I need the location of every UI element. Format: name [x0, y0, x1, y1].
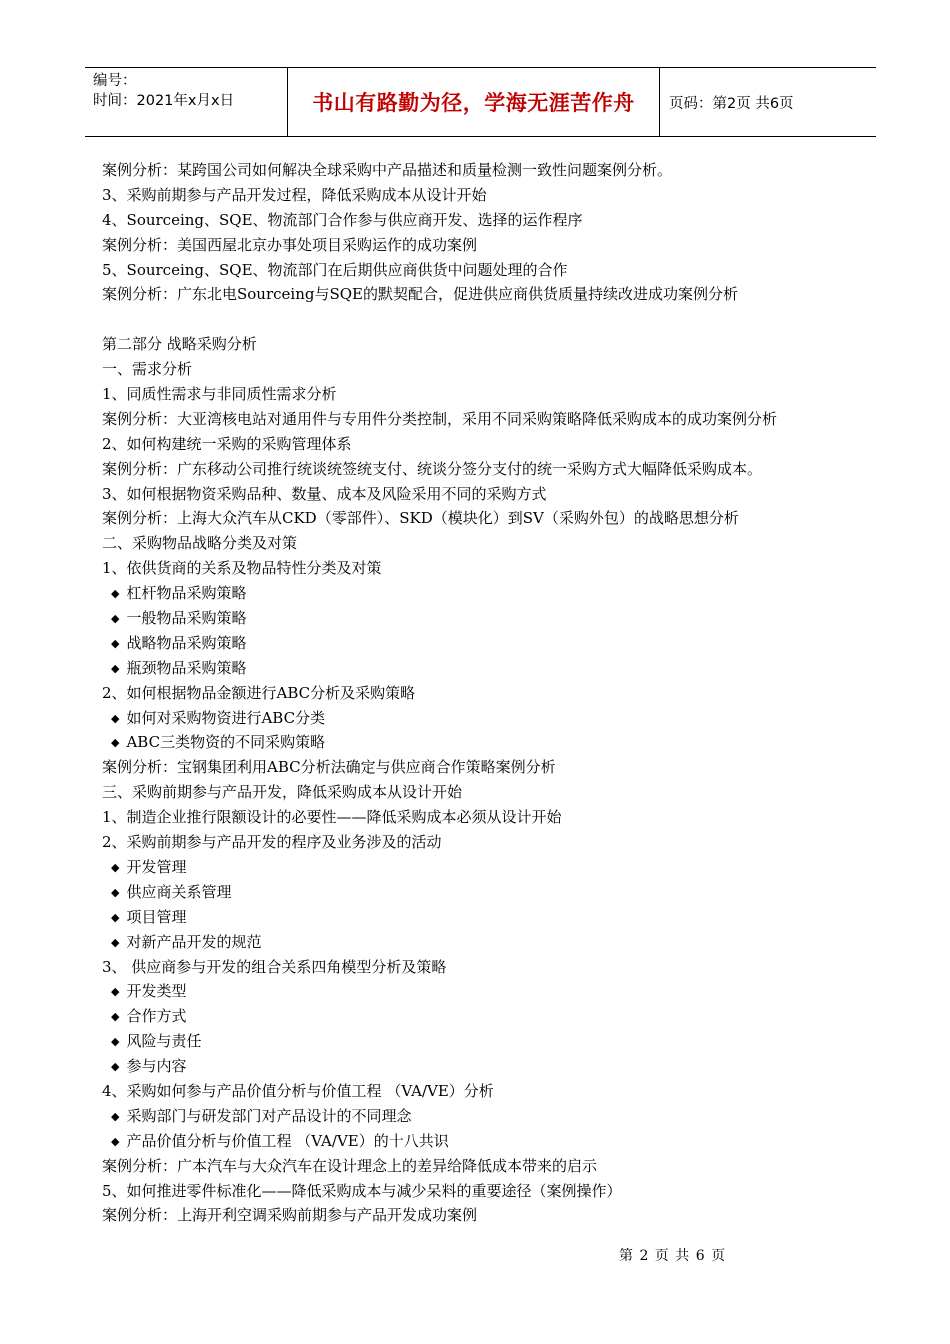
- bullet-text: 对新产品开发的规范: [126, 932, 262, 951]
- diamond-bullet-icon: ◆: [111, 860, 120, 874]
- text-line: 3、 供应商参与开发的组合关系四角模型分析及策略: [102, 957, 447, 976]
- diamond-bullet-icon: ◆: [111, 935, 120, 949]
- diamond-bullet-icon: ◆: [111, 736, 120, 750]
- bullet-text: 开发类型: [126, 982, 187, 1001]
- diamond-bullet-icon: ◆: [111, 587, 120, 601]
- text-line: 3、如何根据物资采购品种、数量、成本及风险采用不同的采购方式: [102, 484, 547, 503]
- bullet-item: [102, 905, 892, 930]
- header-info-cell: [85, 68, 287, 136]
- text-line: 案例分析：广东移动公司推行统谈统签统支付、统谈分签分支付的统一采购方式大幅降低采购成本。: [102, 459, 763, 478]
- bullet-item: [102, 1129, 892, 1154]
- diamond-bullet-icon: ◆: [111, 661, 120, 675]
- header-motto: 书山有路勤为径，学海无涯苦作舟: [312, 91, 635, 115]
- document-time: 时间：2021年x月x日: [93, 93, 235, 109]
- bullet-item: [102, 656, 892, 681]
- bullet-text: 合作方式: [126, 1007, 187, 1026]
- bullet-item: [102, 730, 892, 755]
- diamond-bullet-icon: ◆: [111, 910, 120, 924]
- blank-line: [102, 307, 892, 332]
- text-line: 案例分析：某跨国公司如何解决全球采购中产品描述和质量检测一致性问题案例分析。: [102, 161, 673, 179]
- text-line: 2、采购前期参与产品开发的程序及业务涉及的活动: [102, 833, 442, 852]
- diamond-bullet-icon: ◆: [111, 1109, 120, 1123]
- bullet-text: 瓶颈物品采购策略: [126, 658, 247, 677]
- bullet-item: [102, 1029, 892, 1054]
- page-header: [85, 67, 876, 137]
- bullet-item: [102, 930, 892, 955]
- document-number: 编号：: [93, 73, 137, 89]
- bullet-text: 杠杆物品采购策略: [126, 584, 247, 603]
- bullet-text: 如何对采购物资进行ABC分类: [126, 708, 326, 727]
- text-line: 3、采购前期参与产品开发过程，降低采购成本从设计开始: [102, 185, 487, 204]
- text-line: 二、采购物品战略分类及对策: [102, 534, 298, 553]
- text-line: 5、Sourceing、SQE、物流部门在后期供应商供货中问题处理的合作: [102, 260, 568, 279]
- diamond-bullet-icon: ◆: [111, 636, 120, 650]
- text-line: 4、采购如何参与产品价值分析与价值工程 （VA/VE）分析: [102, 1081, 494, 1100]
- diamond-bullet-icon: ◆: [111, 885, 120, 899]
- text-line: 案例分析：上海大众汽车从CKD（零部件）、SKD（模块化）到SV（采购外包）的战略思想分析: [102, 509, 739, 528]
- bullet-text: 项目管理: [126, 907, 187, 926]
- text-line: 2、如何根据物品金额进行ABC分析及采购策略: [102, 683, 416, 702]
- bullet-text: 一般物品采购策略: [126, 609, 247, 628]
- bullet-text: 参与内容: [126, 1057, 187, 1076]
- bullet-text: 采购部门与研发部门对产品设计的不同理念: [126, 1106, 412, 1125]
- bullet-item: [102, 1004, 892, 1029]
- text-line: 1、依供货商的关系及物品特性分类及对策: [102, 559, 382, 578]
- header-page-cell: [660, 68, 876, 136]
- footer-page-number: 第 2 页 共 6 页: [619, 1248, 727, 1264]
- text-line: 案例分析：广本汽车与大众汽车在设计理念上的差异给降低成本带来的启示: [102, 1156, 598, 1175]
- bullet-item: [102, 706, 892, 731]
- text-line: 第二部分 战略采购分析: [102, 335, 257, 354]
- text-line: 一、需求分析: [102, 360, 193, 379]
- diamond-bullet-icon: ◆: [111, 985, 120, 999]
- bullet-item: [102, 880, 892, 905]
- text-line: 案例分析：广东北电Sourceing与SQE的默契配合，促进供应商供货质量持续改进成功案例分析: [102, 285, 739, 304]
- bullet-text: 开发管理: [126, 857, 187, 876]
- header-page-number: 页码：第2页 共6页: [669, 95, 794, 112]
- bullet-item: [102, 979, 892, 1004]
- text-line: 1、同质性需求与非同质性需求分析: [102, 385, 337, 404]
- header-motto-cell: [287, 68, 660, 136]
- bullet-text: ABC三类物资的不同采购策略: [126, 733, 326, 752]
- text-line: 1、制造企业推行限额设计的必要性——降低采购成本必须从设计开始: [102, 808, 562, 827]
- diamond-bullet-icon: ◆: [111, 1060, 120, 1074]
- diamond-bullet-icon: ◆: [111, 612, 120, 626]
- text-line: 案例分析：美国西屋北京办事处项目采购运作的成功案例: [102, 235, 478, 254]
- diamond-bullet-icon: ◆: [111, 1035, 120, 1049]
- diamond-bullet-icon: ◆: [111, 1010, 120, 1024]
- bullet-text: 产品价值分析与价值工程 （VA/VE）的十八共识: [126, 1131, 449, 1150]
- diamond-bullet-icon: ◆: [111, 1134, 120, 1148]
- bullet-text: 供应商关系管理: [126, 882, 232, 901]
- bullet-item: [102, 855, 892, 880]
- bullet-text: 战略物品采购策略: [126, 633, 247, 652]
- bullet-text: 风险与责任: [126, 1032, 202, 1051]
- text-line: 三、采购前期参与产品开发，降低采购成本从设计开始: [102, 783, 463, 802]
- diamond-bullet-icon: ◆: [111, 711, 120, 725]
- bullet-item: [102, 606, 892, 631]
- text-line: 案例分析：宝钢集团利用ABC分析法确定与供应商合作策略案例分析: [102, 758, 556, 777]
- text-line: 案例分析：上海开利空调采购前期参与产品开发成功案例: [102, 1206, 478, 1225]
- text-line: 4、Sourceing、SQE、物流部门合作参与供应商开发、选择的运作程序: [102, 210, 583, 229]
- document-body: [102, 158, 892, 1228]
- text-line: 5、如何推进零件标准化——降低采购成本与减少呆料的重要途径（案例操作）: [102, 1181, 622, 1200]
- bullet-item: [102, 1054, 892, 1079]
- text-line: 案例分析：大亚湾核电站对通用件与专用件分类控制，采用不同采购策略降低采购成本的成功案例分析: [102, 409, 778, 428]
- bullet-item: [102, 631, 892, 656]
- bullet-item: [102, 1104, 892, 1129]
- bullet-item: [102, 581, 892, 606]
- text-line: 2、如何构建统一采购的采购管理体系: [102, 434, 352, 453]
